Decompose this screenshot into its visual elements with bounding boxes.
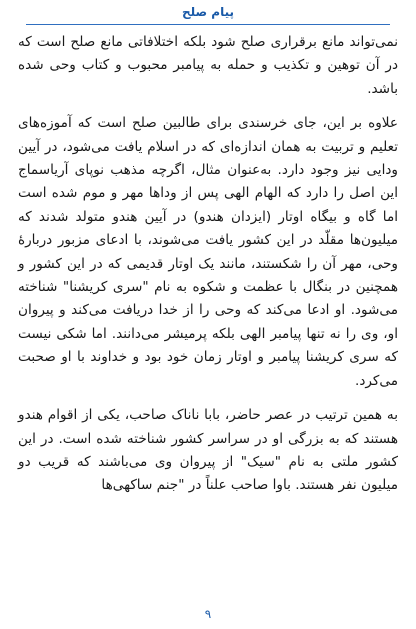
paragraph-1: نمی‌تواند مانع برقراری صلح شود بلکه اختلافاتی مانع صلح است که در آن توهین و تکذیب و حمله به پیامبر محبوب و کتاب وحی شده باشد. [18, 34, 398, 97]
body-text [18, 31, 398, 498]
paragraph-3: به همین ترتیب در عصر حاضر، بابا ناناک صاحب، یکی از اقوام هندو هستند که به بزرگی او در سراسر کشور شناخته شده است. در این کشور ملتی به نام "سیک" از پیروان وی می‌باشند که قریب دو میلیون نفر هستند. باوا صاحب علناً در "جنم ساکهی‌ها [18, 407, 398, 494]
header-divider [26, 24, 390, 25]
paragraph-2: علاوه بر این، جای خرسندی برای طالبین صلح است که آموزه‌های تعلیم و تربیت به همان اندازه‌ای که در اسلام یافت می‌شود، در آیین ودایی نیز وجود دارد. به‌عنوان مثال، اگرچه مذهب نوپای آریاسماج این اصل را دارد که الهام الهی پس از وداها مهر و موم شده است اما گاه و بیگاه اوتار (ایزدان هندو) در آیین هندو متولد شدند که میلیون‌ها مقلّد در این کشور یافت می‌شوند، با ادعای مزبور دربارهٔ وحی، مهر آن را شکستند، مانند یک اوتار قدیمی که در این کشور و همچنین در بنگال با عظمت و شکوه به نام "سری کریشنا" شناخته می‌شود. او ادعا می‌کند که وحی را از خدا دریافت می‌کند و پیروان او، وی را نه تنها پیامبر الهی بلکه پرمیشر می‌دانند. اما شکی نیست که سری کریشنا پیامبر و اوتار زمان خود بود و خداوند با او صحبت می‌کرد. [18, 115, 398, 389]
page-number: ۹ [204, 607, 212, 621]
running-header-title: پیام صلح [181, 5, 235, 19]
